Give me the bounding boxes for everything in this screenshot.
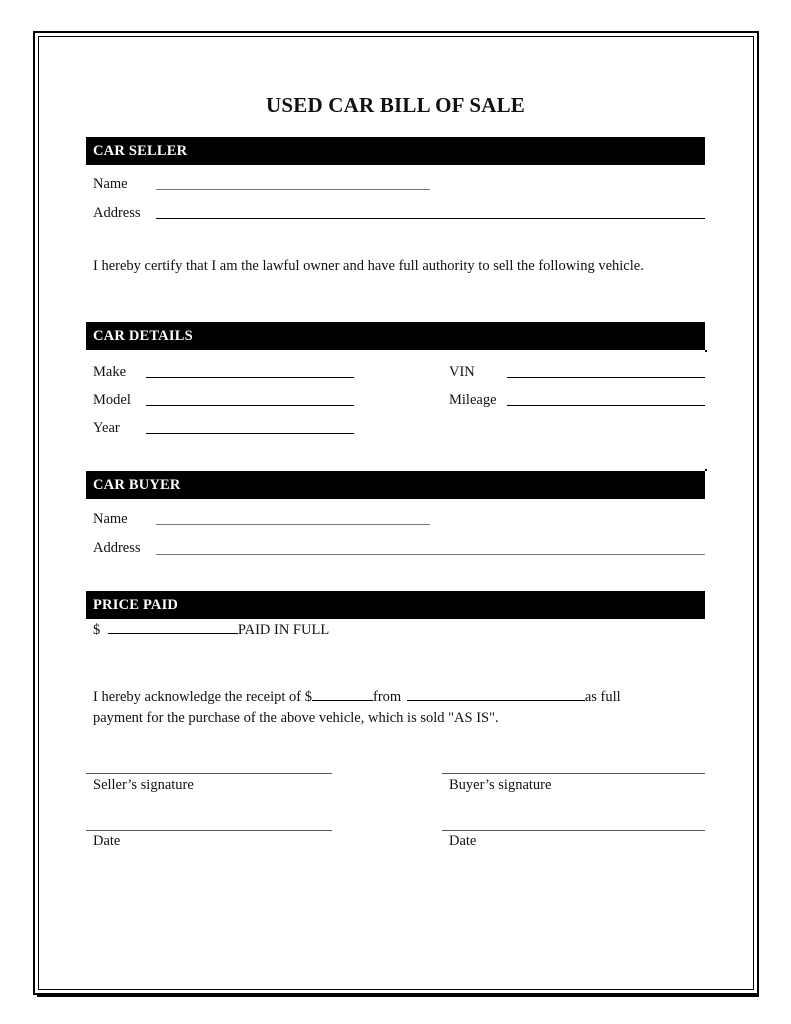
seller-certification-text: I hereby certify that I am the lawful owner and have full authority to sell the following vehicle. (93, 258, 644, 274)
page-border-shadow-bottom (37, 995, 759, 997)
section-header-price-paid: PRICE PAID (86, 591, 705, 619)
mileage-label: Mileage (449, 392, 497, 408)
section-header-car-seller: CAR SELLER (86, 137, 705, 165)
price-amount-field[interactable] (108, 620, 238, 634)
year-field[interactable] (146, 433, 354, 434)
buyer-date-label: Date (449, 833, 477, 849)
vin-field[interactable] (507, 377, 705, 378)
mileage-field[interactable] (507, 405, 705, 406)
section-bar-tail (705, 350, 707, 352)
buyer-name-field[interactable] (156, 524, 430, 525)
ack-text-part3: as full (584, 689, 621, 705)
ack-amount-field[interactable] (312, 687, 373, 701)
vin-label: VIN (449, 364, 475, 380)
seller-signature-label: Seller’s signature (93, 777, 194, 793)
make-label: Make (93, 364, 127, 380)
currency-symbol: $ (93, 622, 101, 638)
seller-date-line[interactable] (86, 830, 332, 831)
page-border-inner (38, 36, 754, 990)
buyer-date-line[interactable] (442, 830, 705, 831)
section-header-car-details: CAR DETAILS (86, 322, 705, 350)
model-field[interactable] (146, 405, 354, 406)
ack-from-field[interactable] (407, 687, 585, 701)
seller-name-field[interactable] (156, 189, 430, 190)
price-paid-line (93, 620, 329, 639)
seller-date-label: Date (93, 833, 121, 849)
model-label: Model (93, 392, 131, 408)
buyer-name-label: Name (93, 511, 128, 527)
page-border-shadow-right (757, 35, 759, 997)
acknowledgement-line-1 (93, 687, 621, 706)
seller-address-label: Address (93, 205, 141, 221)
acknowledgement-line-2: payment for the purchase of the above vehicle, which is sold "AS IS". (93, 710, 499, 726)
section-bar-tail (705, 469, 707, 471)
buyer-signature-line[interactable] (442, 773, 705, 774)
ack-text-part1: I hereby acknowledge the receipt of $ (93, 689, 313, 705)
section-header-car-buyer: CAR BUYER (86, 471, 705, 499)
document-title: USED CAR BILL OF SALE (266, 93, 525, 117)
ack-text-part2: from (373, 689, 402, 705)
buyer-address-label: Address (93, 540, 141, 556)
year-label: Year (93, 420, 120, 436)
buyer-address-field[interactable] (156, 554, 705, 555)
buyer-signature-label: Buyer’s signature (449, 777, 552, 793)
seller-address-field[interactable] (156, 218, 705, 219)
seller-name-label: Name (93, 176, 128, 192)
paid-in-full-label: PAID IN FULL (237, 622, 330, 638)
make-field[interactable] (146, 377, 354, 378)
seller-signature-line[interactable] (86, 773, 332, 774)
